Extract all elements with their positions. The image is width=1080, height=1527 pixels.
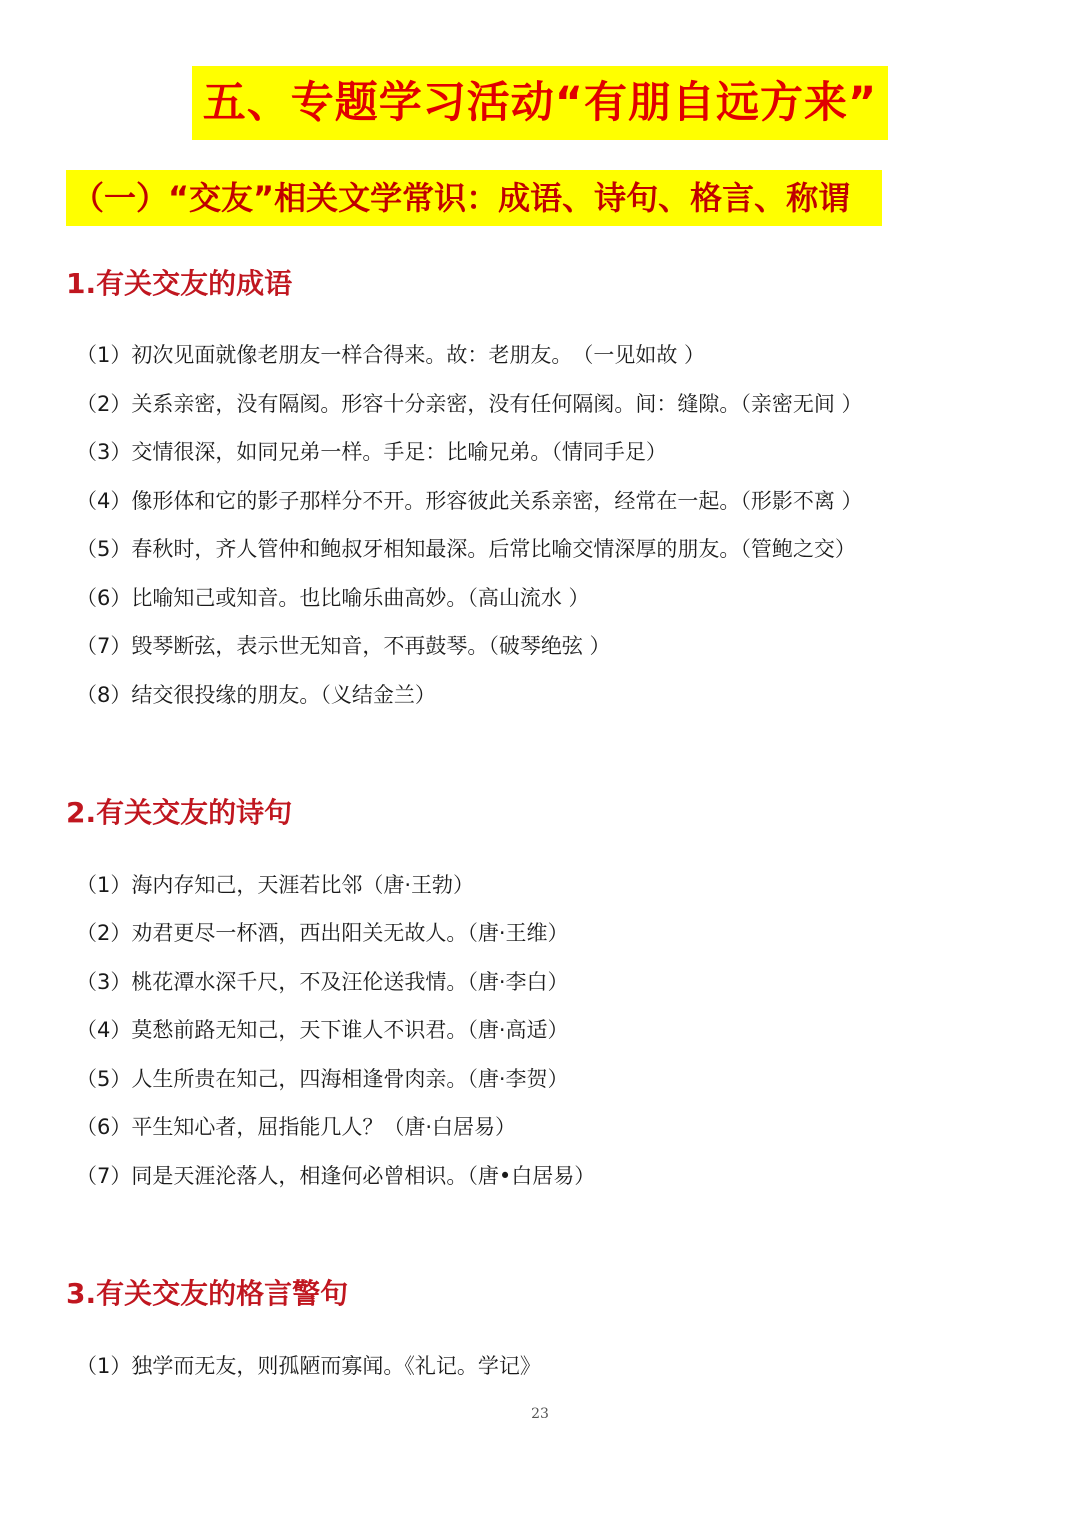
list-item: （1）独学而无友，则孤陋而寡闻。《礼记。学记》	[76, 1354, 541, 1378]
section-heading-idioms: 1.有关交友的成语	[66, 267, 293, 300]
sub-title: （一）“交友”相关文学常识：成语、诗句、格言、称谓	[66, 170, 882, 226]
section-heading-maxims: 3.有关交友的格言警句	[66, 1277, 349, 1310]
list-item: （6）平生知心者，屈指能几人？（唐·白居易）	[76, 1115, 517, 1139]
list-item: （1）初次见面就像老朋友一样合得来。故：老朋友。 （一见如故 ）	[76, 343, 706, 367]
list-item: （5）春秋时，齐人管仲和鲍叔牙相知最深。后常比喻交情深厚的朋友。（管鲍之交）	[76, 537, 856, 561]
list-item: （7）同是天涯沦落人，相逢何必曾相识。（唐•白居易）	[76, 1164, 596, 1188]
main-title: 五、专题学习活动“有朋自远方来”	[192, 66, 888, 140]
list-item: （4）像形体和它的影子那样分不开。形容彼此关系亲密，经常在一起。（形影不离 ）	[76, 489, 863, 513]
list-item: （2）关系亲密，没有隔阂。形容十分亲密，没有任何隔阂。间：缝隙。（亲密无间 ）	[76, 392, 863, 416]
list-item: （3）交情很深，如同兄弟一样。手足：比喻兄弟。（情同手足）	[76, 440, 667, 464]
list-item: （4）莫愁前路无知己，天下谁人不识君。（唐·高适）	[76, 1018, 569, 1042]
section-heading-poems: 2.有关交友的诗句	[66, 796, 293, 829]
list-item: （7）毁琴断弦，表示世无知音，不再鼓琴。（破琴绝弦 ）	[76, 634, 611, 658]
list-item: （3）桃花潭水深千尺，不及汪伦送我情。（唐·李白）	[76, 970, 569, 994]
list-item: （1）海内存知己，天涯若比邻（唐·王勃）	[76, 873, 475, 897]
list-item: （2）劝君更尽一杯酒，西出阳关无故人。（唐·王维）	[76, 921, 569, 945]
list-item: （5）人生所贵在知己，四海相逢骨肉亲。（唐·李贺）	[76, 1067, 569, 1091]
page-number: 23	[531, 1406, 549, 1422]
list-item: （6）比喻知己或知音。也比喻乐曲高妙。（高山流水 ）	[76, 586, 590, 610]
list-item: （8）结交很投缘的朋友。（义结金兰）	[76, 683, 436, 707]
